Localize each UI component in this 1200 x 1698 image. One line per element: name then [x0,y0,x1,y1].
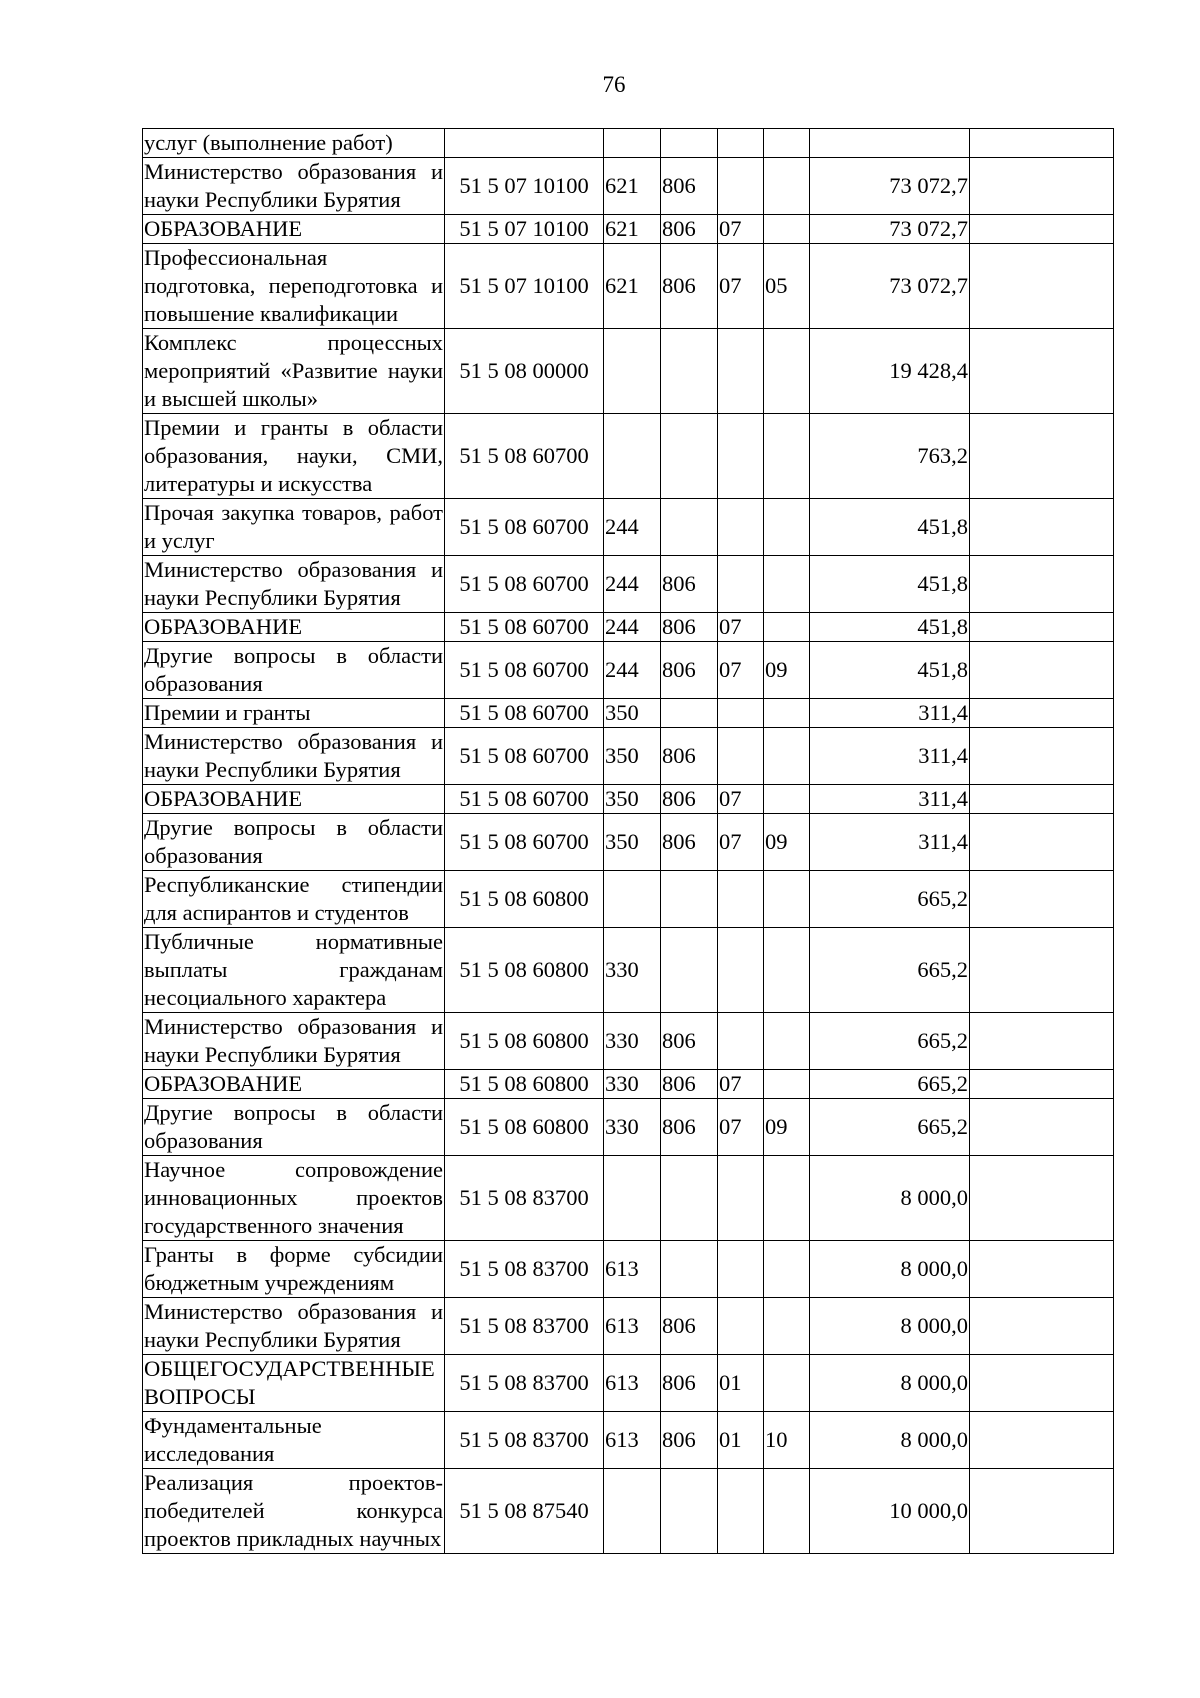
cell-empty [970,728,1114,785]
table-row [143,1013,1114,1070]
table-row [143,613,1114,642]
table-row [143,499,1114,556]
cell-expense-type: 244 [604,499,661,556]
cell-target-code: 51 5 08 60700 [445,728,604,785]
cell-subsection: 05 [764,244,810,329]
cell-amount: 665,2 [810,1070,970,1099]
cell-empty [970,785,1114,814]
cell-target-code [445,129,604,158]
cell-empty [970,1013,1114,1070]
cell-amount: 73 072,7 [810,215,970,244]
table-row [143,329,1114,414]
cell-section [718,499,764,556]
cell-amount: 73 072,7 [810,158,970,215]
cell-target-code: 51 5 08 60700 [445,785,604,814]
cell-subsection [764,1355,810,1412]
cell-subsection [764,871,810,928]
cell-grbs: 806 [661,1013,718,1070]
cell-name: Другие вопросы в области образования [143,814,445,871]
cell-amount: 8 000,0 [810,1355,970,1412]
cell-section: 07 [718,244,764,329]
cell-name: Прочая закупка товаров, работ и услуг [143,499,445,556]
cell-name: Комплекс процессных мероприятий «Развитие науки и высшей школы» [143,329,445,414]
cell-amount: 8 000,0 [810,1156,970,1241]
table-row [143,1099,1114,1156]
cell-empty [970,613,1114,642]
cell-section [718,556,764,613]
cell-amount: 451,8 [810,556,970,613]
cell-section [718,1241,764,1298]
table-row [143,1412,1114,1469]
cell-expense-type: 350 [604,785,661,814]
cell-subsection [764,1013,810,1070]
cell-subsection: 10 [764,1412,810,1469]
cell-amount: 8 000,0 [810,1298,970,1355]
cell-subsection [764,785,810,814]
cell-name: Министерство образования и науки Республики Бурятия [143,1013,445,1070]
cell-target-code: 51 5 08 00000 [445,329,604,414]
cell-grbs [661,1241,718,1298]
cell-name: Министерство образования и науки Республики Бурятия [143,556,445,613]
table-row [143,699,1114,728]
cell-expense-type: 350 [604,728,661,785]
cell-subsection [764,1070,810,1099]
cell-subsection [764,613,810,642]
cell-amount: 311,4 [810,785,970,814]
cell-section [718,1298,764,1355]
cell-empty [970,1469,1114,1554]
cell-target-code: 51 5 08 60700 [445,414,604,499]
cell-name: Реализация проектов-победителей конкурса проектов прикладных научных [143,1469,445,1554]
cell-section: 01 [718,1355,764,1412]
cell-target-code: 51 5 08 83700 [445,1298,604,1355]
cell-amount: 665,2 [810,1013,970,1070]
budget-table [142,128,1114,1554]
table-row [143,158,1114,215]
cell-subsection [764,329,810,414]
cell-name: Фундаментальные исследования [143,1412,445,1469]
cell-grbs [661,414,718,499]
cell-section [718,129,764,158]
cell-target-code: 51 5 08 60800 [445,1013,604,1070]
cell-amount: 311,4 [810,814,970,871]
page-number: 76 [602,72,626,97]
cell-name: Научное сопровождение инновационных проектов государственного значения [143,1156,445,1241]
cell-target-code: 51 5 08 60800 [445,1070,604,1099]
cell-target-code: 51 5 08 60700 [445,556,604,613]
cell-target-code: 51 5 08 83700 [445,1355,604,1412]
cell-empty [970,556,1114,613]
cell-grbs: 806 [661,1070,718,1099]
cell-name: Министерство образования и науки Республики Бурятия [143,1298,445,1355]
table-row [143,1355,1114,1412]
cell-section [718,329,764,414]
table-row [143,814,1114,871]
cell-target-code: 51 5 08 60700 [445,499,604,556]
cell-empty [970,1298,1114,1355]
cell-subsection: 09 [764,814,810,871]
cell-expense-type: 350 [604,814,661,871]
cell-grbs: 806 [661,814,718,871]
cell-grbs: 806 [661,785,718,814]
cell-empty [970,1412,1114,1469]
cell-target-code: 51 5 08 60800 [445,871,604,928]
cell-section [718,728,764,785]
cell-target-code: 51 5 07 10100 [445,158,604,215]
cell-target-code: 51 5 08 83700 [445,1412,604,1469]
table-row [143,556,1114,613]
cell-empty [970,814,1114,871]
cell-empty [970,1070,1114,1099]
cell-expense-type: 330 [604,1013,661,1070]
cell-subsection: 09 [764,642,810,699]
cell-amount: 451,8 [810,499,970,556]
cell-name: Другие вопросы в области образования [143,1099,445,1156]
cell-expense-type: 613 [604,1412,661,1469]
cell-section [718,699,764,728]
cell-empty [970,499,1114,556]
cell-grbs [661,129,718,158]
table-row [143,785,1114,814]
cell-target-code: 51 5 08 83700 [445,1241,604,1298]
cell-target-code: 51 5 08 60700 [445,699,604,728]
cell-amount: 311,4 [810,699,970,728]
cell-target-code: 51 5 08 83700 [445,1156,604,1241]
cell-name: ОБРАЗОВАНИЕ [143,215,445,244]
cell-grbs: 806 [661,1298,718,1355]
cell-amount [810,129,970,158]
cell-grbs: 806 [661,1355,718,1412]
cell-empty [970,158,1114,215]
cell-amount: 311,4 [810,728,970,785]
cell-grbs: 806 [661,556,718,613]
cell-section [718,1156,764,1241]
cell-expense-type: 621 [604,215,661,244]
cell-expense-type: 244 [604,556,661,613]
cell-name: Премии и гранты в области образования, науки, СМИ, литературы и искусства [143,414,445,499]
cell-name: ОБРАЗОВАНИЕ [143,785,445,814]
budget-table-body [143,129,1114,1554]
cell-subsection [764,414,810,499]
cell-grbs: 806 [661,613,718,642]
cell-section: 01 [718,1412,764,1469]
cell-expense-type: 244 [604,613,661,642]
cell-name: Публичные нормативные выплаты гражданам несоциального характера [143,928,445,1013]
cell-empty [970,329,1114,414]
cell-subsection [764,699,810,728]
cell-section: 07 [718,785,764,814]
cell-name: ОБЩЕГОСУДАРСТВЕННЫЕ ВОПРОСЫ [143,1355,445,1412]
cell-grbs [661,928,718,1013]
cell-subsection [764,928,810,1013]
cell-grbs: 806 [661,728,718,785]
cell-grbs [661,871,718,928]
cell-subsection [764,1469,810,1554]
cell-section [718,871,764,928]
cell-grbs: 806 [661,1099,718,1156]
cell-expense-type: 613 [604,1298,661,1355]
cell-amount: 451,8 [810,642,970,699]
table-row [143,1156,1114,1241]
cell-expense-type [604,871,661,928]
cell-subsection: 09 [764,1099,810,1156]
cell-amount: 665,2 [810,871,970,928]
cell-expense-type [604,329,661,414]
cell-section: 07 [718,642,764,699]
cell-empty [970,1099,1114,1156]
cell-target-code: 51 5 08 60700 [445,642,604,699]
cell-empty [970,1355,1114,1412]
cell-expense-type: 621 [604,244,661,329]
cell-amount: 19 428,4 [810,329,970,414]
cell-grbs: 806 [661,1412,718,1469]
table-row [143,1469,1114,1554]
cell-name: ОБРАЗОВАНИЕ [143,613,445,642]
table-row [143,244,1114,329]
cell-target-code: 51 5 08 87540 [445,1469,604,1554]
cell-empty [970,1241,1114,1298]
table-row [143,414,1114,499]
cell-name: Другие вопросы в области образования [143,642,445,699]
cell-amount: 73 072,7 [810,244,970,329]
table-row [143,129,1114,158]
cell-section: 07 [718,814,764,871]
cell-section [718,1013,764,1070]
table-row [143,1241,1114,1298]
cell-section: 07 [718,1099,764,1156]
cell-empty [970,1156,1114,1241]
cell-expense-type: 613 [604,1355,661,1412]
cell-empty [970,244,1114,329]
cell-expense-type: 621 [604,158,661,215]
cell-name: Премии и гранты [143,699,445,728]
cell-target-code: 51 5 08 60800 [445,928,604,1013]
cell-grbs [661,1156,718,1241]
cell-amount: 763,2 [810,414,970,499]
cell-name: Гранты в форме субсидии бюджетным учреждениям [143,1241,445,1298]
cell-name: Республиканские стипендии для аспирантов и студентов [143,871,445,928]
cell-name: услуг (выполнение работ) [143,129,445,158]
cell-subsection [764,728,810,785]
cell-section [718,928,764,1013]
cell-grbs [661,1469,718,1554]
cell-section [718,1469,764,1554]
cell-grbs: 806 [661,158,718,215]
cell-name: Министерство образования и науки Республики Бурятия [143,728,445,785]
cell-target-code: 51 5 08 60800 [445,1099,604,1156]
cell-amount: 665,2 [810,1099,970,1156]
cell-empty [970,928,1114,1013]
cell-expense-type [604,129,661,158]
cell-empty [970,699,1114,728]
table-row [143,871,1114,928]
cell-expense-type [604,1156,661,1241]
cell-grbs [661,329,718,414]
cell-subsection [764,158,810,215]
cell-subsection [764,129,810,158]
cell-target-code: 51 5 08 60700 [445,613,604,642]
cell-subsection [764,215,810,244]
cell-target-code: 51 5 08 60700 [445,814,604,871]
cell-amount: 451,8 [810,613,970,642]
cell-section: 07 [718,215,764,244]
table-row [143,215,1114,244]
cell-expense-type: 613 [604,1241,661,1298]
cell-empty [970,642,1114,699]
cell-expense-type [604,1469,661,1554]
cell-amount: 8 000,0 [810,1412,970,1469]
cell-section [718,158,764,215]
cell-grbs: 806 [661,215,718,244]
cell-subsection [764,1298,810,1355]
table-row [143,928,1114,1013]
cell-empty [970,129,1114,158]
cell-expense-type: 350 [604,699,661,728]
table-row [143,1298,1114,1355]
cell-amount: 665,2 [810,928,970,1013]
cell-amount: 10 000,0 [810,1469,970,1554]
cell-grbs: 806 [661,642,718,699]
cell-grbs: 806 [661,244,718,329]
cell-amount: 8 000,0 [810,1241,970,1298]
cell-target-code: 51 5 07 10100 [445,215,604,244]
cell-section: 07 [718,613,764,642]
cell-name: Министерство образования и науки Республики Бурятия [143,158,445,215]
cell-expense-type: 330 [604,1070,661,1099]
cell-subsection [764,1241,810,1298]
cell-section [718,414,764,499]
cell-empty [970,414,1114,499]
cell-target-code: 51 5 07 10100 [445,244,604,329]
cell-subsection [764,1156,810,1241]
cell-expense-type [604,414,661,499]
cell-name: ОБРАЗОВАНИЕ [143,1070,445,1099]
cell-subsection [764,499,810,556]
cell-empty [970,215,1114,244]
table-row [143,1070,1114,1099]
cell-name: Профессиональная подготовка, переподготовка и повышение квалификации [143,244,445,329]
table-row [143,642,1114,699]
cell-grbs [661,699,718,728]
cell-empty [970,871,1114,928]
table-row [143,728,1114,785]
cell-expense-type: 244 [604,642,661,699]
cell-expense-type: 330 [604,928,661,1013]
cell-section: 07 [718,1070,764,1099]
cell-expense-type: 330 [604,1099,661,1156]
cell-subsection [764,556,810,613]
cell-grbs [661,499,718,556]
